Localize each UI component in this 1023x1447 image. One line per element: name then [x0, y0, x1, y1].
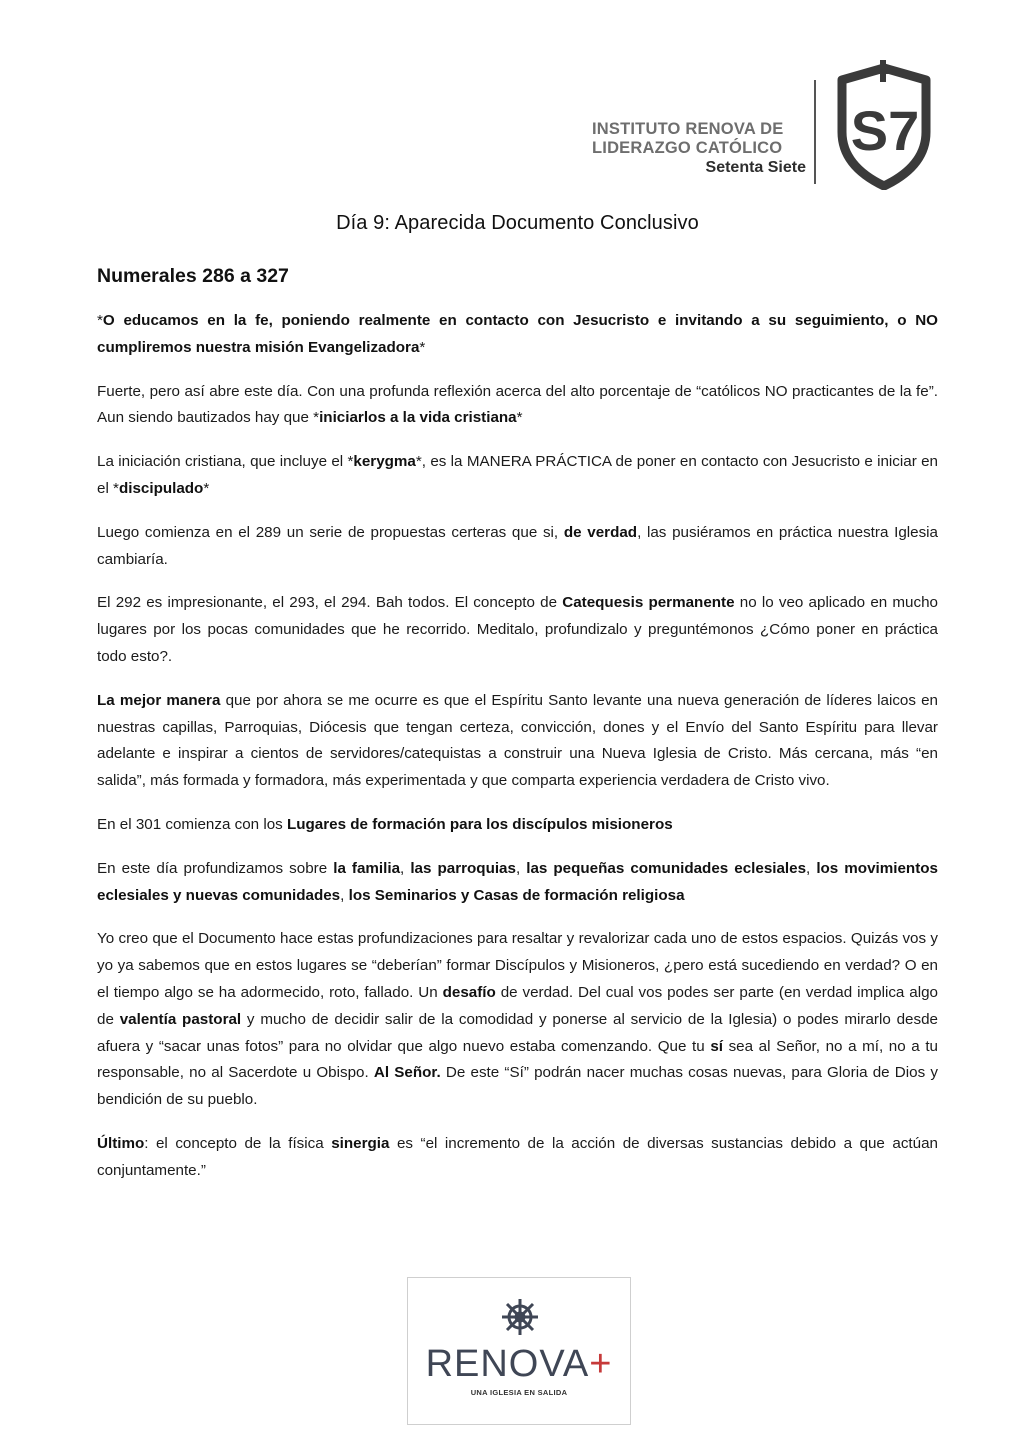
text: y mucho de decidir salir de la comodidad y ponerse al servicio de la Iglesia) o podes mirarlo desde afuera y “sacar unas fotos” para no olvidar que algo nuevo estaba comenzando. Que tu: [97, 1010, 938, 1055]
text: En el 301 comienza con los: [97, 815, 287, 833]
bold-text: Último: [97, 1134, 145, 1152]
text: *: [419, 338, 426, 356]
bold-text: desafío: [442, 983, 496, 1001]
text: sea al Señor, no a mí, no a tu responsable, no al Sacerdote u Obispo.: [97, 1037, 938, 1082]
bold-text: los Seminarios y Casas de formación religiosa: [348, 886, 685, 904]
ship-wheel-icon: [501, 1298, 539, 1336]
text: que por ahora se me ocurre es que el Espíritu Santo levante una nueva generación de líderes laicos en nuestras capillas, Parroquias, Diócesis que tengan certeza, convicción, dones y el Envío del Santo Espíritu para llevar adelante e inspirar a cientos de servidores/catequistas a construir una Nueva Iglesia de Cristo. Más cercana, más “en salida”, más formada y formadora, más experimentada y que comparta experiencia verdadera de Cristo vivo.: [97, 691, 938, 790]
bold-text: sí: [710, 1037, 723, 1055]
brand-plus: +: [589, 1343, 613, 1385]
bold-text: Lugares de formación para los discípulos misioneros: [286, 815, 673, 833]
bold-text: O educamos en la fe, poniendo realmente en contacto con Jesucristo e invitando a su seguimiento, o NO cumpliremos nuestra misión Evangelizadora: [97, 312, 938, 356]
paragraph-7: [97, 812, 938, 839]
paragraph-10: [97, 1131, 938, 1185]
bold-text: iniciarlos a la vida cristiana: [319, 409, 517, 427]
renova-brand: [408, 1342, 630, 1386]
paragraph-8: [97, 856, 938, 910]
bold-text: la familia: [333, 859, 401, 877]
logo-mark-text: S7: [850, 99, 920, 162]
document-subtitle: Numerales 286 a 327: [97, 265, 289, 287]
bold-text: valentía pastoral: [119, 1010, 242, 1028]
paragraph-5: [97, 590, 938, 670]
text: Fuerte, pero así abre este día. Con una profunda reflexión acerca del alto porcentaje de “católicos NO practicantes de la fe”. Aun siendo bautizados hay que *: [97, 382, 938, 427]
brand-tagline: UNA IGLESIA EN SALIDA: [470, 1388, 568, 1397]
text: ,: [806, 859, 817, 877]
bold-text: Catequesis permanente: [562, 594, 735, 612]
text: La iniciación cristiana, que incluye el *: [97, 453, 354, 471]
paragraph-6: [97, 688, 938, 795]
brand-name: RENOVA: [425, 1343, 590, 1385]
text: es “el incremento de la acción de diversas sustancias debido a que actúan conjuntamente.”: [97, 1134, 938, 1179]
text: ,: [400, 859, 411, 877]
bold-text: La mejor manera: [97, 691, 221, 709]
text: De este “Sí” podrán nacer muchas cosas nuevas, para Gloria de Dios y bendición de su pueblo.: [97, 1064, 938, 1109]
text: : el concepto de la física: [144, 1134, 332, 1152]
text: , las pusiéramos en práctica nuestra Iglesia cambiaría.: [97, 523, 939, 568]
text: *: [97, 312, 103, 329]
document-body: [97, 208, 938, 1202]
text: ,: [515, 859, 527, 877]
text: El 292 es impresionante, el 293, el 294. Bah todos. El concepto de: [97, 594, 563, 612]
institute-name-line2: LIDERAZGO CATÓLICO: [592, 139, 783, 157]
logo-divider: [814, 80, 816, 184]
paragraph-9: [97, 926, 938, 1114]
institute-name: [592, 120, 808, 178]
bold-text: los movimientos eclesiales y nuevas comunidades: [97, 859, 938, 904]
s7-shield-icon: [828, 58, 940, 190]
paragraph-3: [97, 449, 938, 503]
institute-name-line3: Setenta Siete: [705, 159, 806, 176]
bold-text: las pequeñas comunidades eclesiales: [526, 859, 807, 877]
bold-text: Al Señor.: [373, 1064, 441, 1082]
text: *, es la MANERA PRÁCTICA de poner en contacto con Jesucristo e iniciar en el *: [97, 453, 938, 497]
institute-name-line1: INSTITUTO RENOVA DE: [592, 120, 784, 138]
paragraph-2: [97, 379, 938, 433]
paragraph-4: [97, 520, 938, 574]
text: ,: [340, 886, 349, 904]
bold-text: las parroquias: [410, 859, 516, 877]
text: En este día profundizamos sobre: [97, 859, 334, 877]
institute-logo: [592, 58, 942, 193]
paragraph-1: [97, 308, 938, 362]
document-title: Día 9: Aparecida Documento Conclusivo: [336, 212, 699, 234]
text: de verdad. Del cual vos podes ser parte (en verdad implica algo de: [97, 983, 938, 1028]
bold-text: kerygma: [353, 453, 416, 471]
text: no lo veo aplicado en mucho lugares por los pocas comunidades que he recorrido. Meditalo, profundizalo y preguntémonos ¿Cómo poner en práctica todo esto?.: [97, 594, 938, 665]
bold-text: sinergia: [331, 1134, 390, 1152]
text: Yo creo que el Documento hace estas profundizaciones para resaltar y revalorizar cada uno de estos espacios. Quizás vos y yo ya sabemos que en estos lugares se “deberían” formar Discípulos y Misioneros, ¿pero está sucediendo en verdad? O en el tiempo algo se ha adormecido, roto, fallado. Un: [97, 930, 938, 1001]
bold-text: discipulado: [118, 479, 204, 497]
text: Luego comienza en el 289 un serie de propuestas certeras que si,: [97, 523, 564, 541]
text: *: [203, 479, 210, 497]
text: *: [516, 409, 523, 427]
renova-logo: [407, 1277, 631, 1425]
bold-text: de verdad: [563, 523, 638, 541]
